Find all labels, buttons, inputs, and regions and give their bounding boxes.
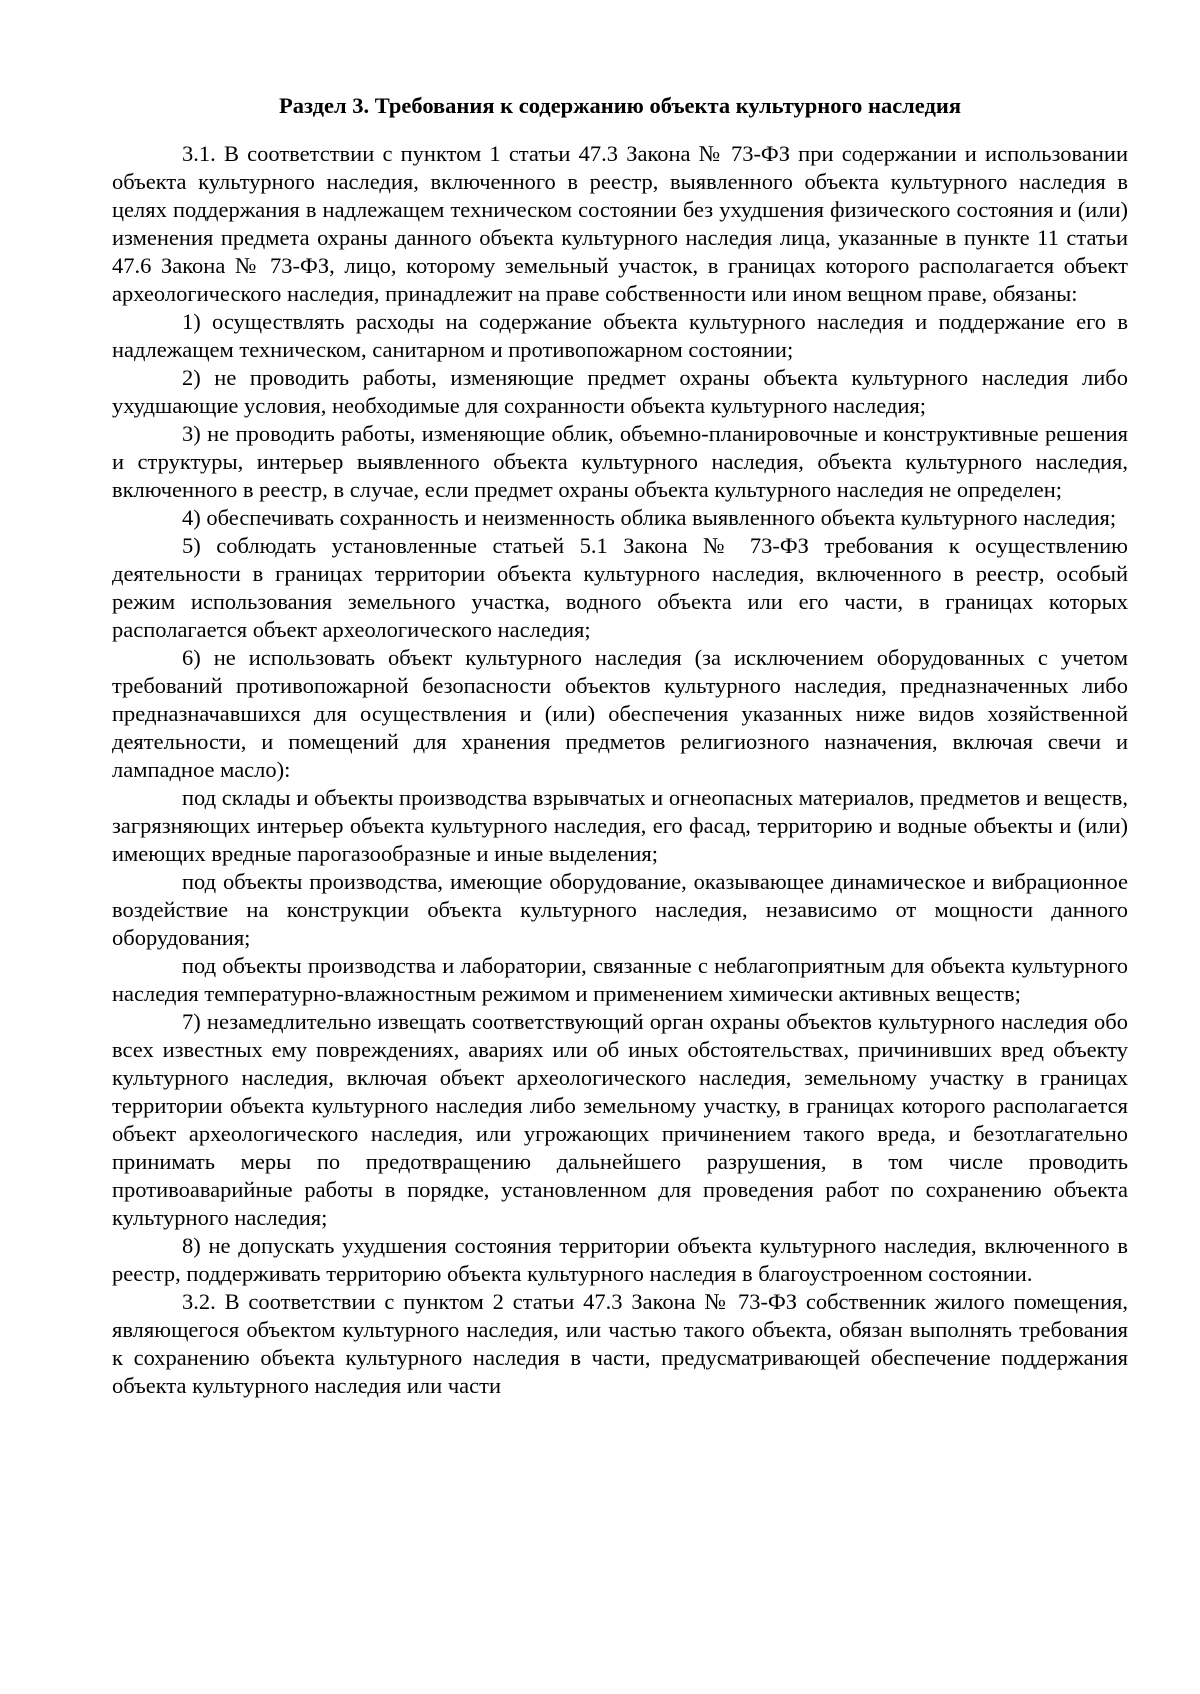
paragraph-subitem-vibration: под объекты производства, имеющие оборудование, оказывающее динамическое и вибрационное воздействие на конструкции объекта культурного наследия, независимо от мощности данного оборудования; — [112, 869, 1128, 950]
paragraph-item-8: 8) не допускать ухудшения состояния территории объекта культурного наследия, включенного в реестр, поддерживать территорию объекта культурного наследия в благоустроенном состоянии. — [112, 1233, 1128, 1286]
paragraph-item-5: 5) соблюдать установленные статьей 5.1 Закона № 73-ФЗ требования к осуществлению деятельности в границах территории объекта культурного наследия, включенного в реестр, особый режим использования земельного участка, водного объекта или его части, в границах которых располагается объект археологического наследия; — [112, 533, 1128, 642]
paragraph-3-1: 3.1. В соответствии с пунктом 1 статьи 47.3 Закона № 73-ФЗ при содержании и использовании объекта культурного наследия, включенного в реестр, выявленного объекта культурного наследия в целях поддержания в надлежащем техническом состоянии без ухудшения физического состояния и (или) изменения предмета охраны данного объекта культурного наследия лица, указанные в пункте 11 статьи 47.6 Закона № 73-ФЗ, лицо, которому земельный участок, в границах которого располагается объект археологического наследия, принадлежит на праве собственности или ином вещном праве, обязаны: — [112, 141, 1128, 306]
paragraph-item-2: 2) не проводить работы, изменяющие предмет охраны объекта культурного наследия либо ухудшающие условия, необходимые для сохранности объекта культурного наследия; — [112, 365, 1128, 418]
section-heading: Раздел 3. Требования к содержанию объекта культурного наследия — [278, 93, 962, 118]
document-page — [112, 92, 1128, 1400]
paragraph-item-7: 7) незамедлительно извещать соответствующий орган охраны объектов культурного наследия обо всех известных ему повреждениях, авариях или об иных обстоятельствах, причинивших вред объекту культурного наследия, включая объект археологического наследия, земельному участку в границах территории объекта культурного наследия либо земельному участку, в границах которого располагается объект археологического наследия, или угрожающих причинением такого вреда, и безотлагательно принимать меры по предотвращению дальнейшего разрушения, в том числе проводить противоаварийные работы в порядке, установленном для проведения работ по сохранению объекта культурного наследия; — [112, 1009, 1128, 1230]
paragraph-3-2: 3.2. В соответствии с пунктом 2 статьи 47.3 Закона № 73-ФЗ собственник жилого помещения, являющегося объектом культурного наследия, или частью такого объекта, обязан выполнять требования к сохранению объекта культурного наследия в части, предусматривающей обеспечение поддержания объекта культурного наследия или части — [112, 1289, 1128, 1398]
paragraph-item-6: 6) не использовать объект культурного наследия (за исключением оборудованных с учетом требований противопожарной безопасности объектов культурного наследия, предназначенных либо предназначавшихся для осуществления и (или) обеспечения указанных ниже видов хозяйственной деятельности, и помещений для хранения предметов религиозного назначения, включая свечи и лампадное масло): — [112, 645, 1128, 782]
paragraph-subitem-laboratories: под объекты производства и лаборатории, связанные с неблагоприятным для объекта культурного наследия температурно-влажностным режимом и применением химически активных веществ; — [112, 953, 1128, 1006]
paragraph-subitem-warehouses: под склады и объекты производства взрывчатых и огнеопасных материалов, предметов и веществ, загрязняющих интерьер объекта культурного наследия, его фасад, территорию и водные объекты и (или) имеющих вредные парогазообразные и иные выделения; — [112, 785, 1128, 866]
paragraph-item-3: 3) не проводить работы, изменяющие облик, объемно-планировочные и конструктивные решения и структуры, интерьер выявленного объекта культурного наследия, объекта культурного наследия, включенного в реестр, в случае, если предмет охраны объекта культурного наследия не определен; — [112, 421, 1128, 502]
paragraph-item-4: 4) обеспечивать сохранность и неизменность облика выявленного объекта культурного наследия; — [182, 505, 1117, 530]
paragraph-item-1: 1) осуществлять расходы на содержание объекта культурного наследия и поддержание его в надлежащем техническом, санитарном и противопожарном состоянии; — [112, 309, 1128, 362]
